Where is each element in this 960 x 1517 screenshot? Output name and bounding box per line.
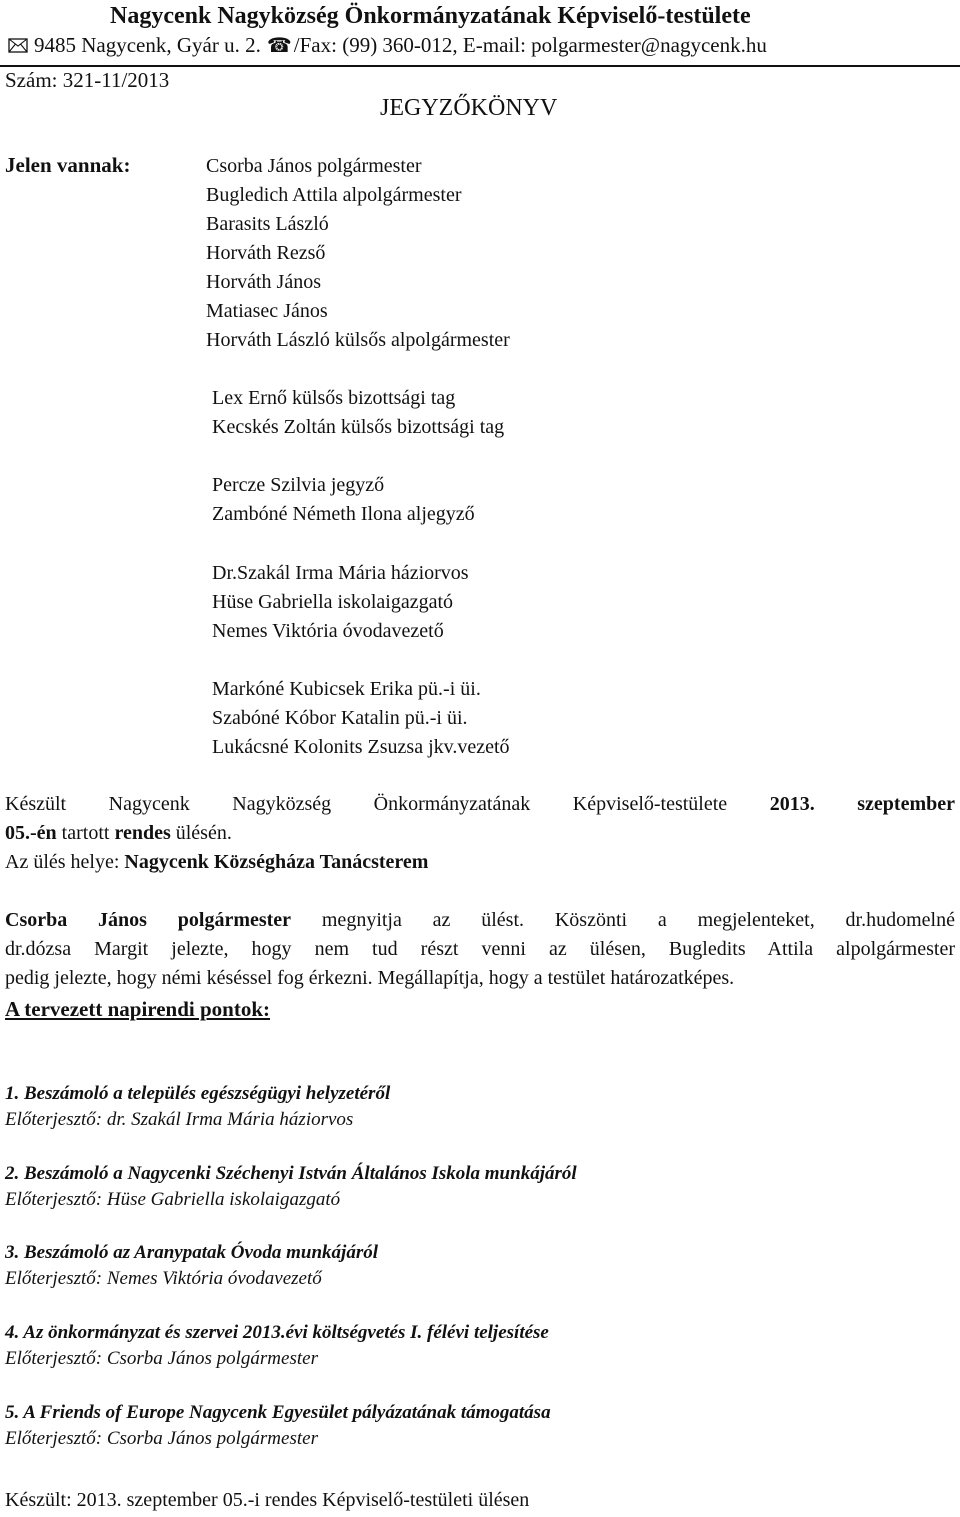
- agenda-item-presenter: Előterjesztő: Csorba János polgármester: [5, 1428, 318, 1449]
- phone-icon: ☎: [266, 35, 292, 57]
- meeting-made-line1: Készült Nagycenk Nagyközség Önkormányzatának Képviselő-testülete 2013. szeptember: [5, 793, 955, 815]
- attendees-label: Jelen vannak:: [5, 153, 131, 177]
- attendee: Barasits László: [206, 213, 329, 235]
- letterhead-phone-email: /Fax: (99) 360-012, E-mail: polgarmester@nagycenk.hu: [293, 33, 767, 57]
- meeting-place: Az ülés helye: Nagycenk Községháza Tanácsterem: [5, 851, 429, 873]
- footer-text: Készült: 2013. szeptember 05.-i rendes Képviselő-testületi ülésen: [5, 1489, 530, 1511]
- letterhead-divider: [0, 65, 960, 67]
- letterhead-title: Nagycenk Nagyközség Önkormányzatának Képviselő-testülete: [110, 3, 751, 29]
- agenda-item-presenter: Előterjesztő: Hüse Gabriella iskolaigazgató: [5, 1189, 341, 1210]
- attendee-group-members: [206, 152, 510, 355]
- attendee: Lukácsné Kolonits Zsuzsa jkv.vezető: [212, 736, 510, 758]
- attendee: Csorba János polgármester: [206, 155, 422, 177]
- attendee: Percze Szilvia jegyző: [212, 474, 385, 496]
- opening-paragraph: Csorba János polgármester megnyitja az ülést. Köszönti a megjelenteket, dr.hudomelné dr.dózsa Margit jelezte, hogy nem tud részt venni az ülésen, Bugledits Attila alpolgármester pedig jelezte, hogy némi késéssel fog érkezni. Megállapítja, hogy a testület határozatképes.: [5, 909, 955, 989]
- opening-chair: Csorba János polgármester: [5, 909, 292, 931]
- attendee: Horváth János: [206, 271, 321, 293]
- letterhead-contact: [8, 33, 767, 58]
- attendee: Hüse Gabriella iskolaigazgató: [212, 591, 454, 613]
- attendee: Bugledich Attila alpolgármester: [206, 184, 462, 206]
- agenda-item-title: 4. Az önkormányzat és szervei 2013.évi költségvetés I. félévi teljesítése: [5, 1322, 549, 1343]
- agenda-item-title: 3. Beszámoló az Aranypatak Óvoda munkájáról: [5, 1242, 379, 1263]
- attendee: Dr.Szakál Irma Mária háziorvos: [212, 562, 469, 584]
- document-title: JEGYZŐKÖNYV: [380, 95, 558, 121]
- attendee: Markóné Kubicsek Erika pü.-i üi.: [212, 678, 481, 700]
- agenda-item-title: 5. A Friends of Europe Nagycenk Egyesület pályázatának támogatása: [5, 1402, 551, 1423]
- agenda-item-presenter: Előterjesztő: dr. Szakál Irma Mária háziorvos: [5, 1109, 354, 1130]
- attendee: Kecskés Zoltán külsős bizottsági tag: [212, 416, 505, 438]
- envelope-icon: [8, 38, 28, 53]
- attendee: Horváth Rezső: [206, 242, 326, 264]
- attendee: Zambóné Németh Ilona aljegyző: [212, 503, 475, 525]
- meeting-made-line2: 05.-én tartott rendes ülésén.: [5, 822, 232, 844]
- agenda-item-presenter: Előterjesztő: Csorba János polgármester: [5, 1348, 318, 1369]
- attendee: Lex Ernő külsős bizottsági tag: [212, 387, 456, 409]
- attendee: Szabóné Kóbor Katalin pü.-i üi.: [212, 707, 468, 729]
- attendee-group-committee: [212, 384, 504, 442]
- attendee-group-invited: [212, 559, 469, 646]
- attendee: Matiasec János: [206, 300, 328, 322]
- attendee-group-staff: [212, 675, 510, 762]
- attendee-group-notary: [212, 471, 475, 529]
- agenda-heading: A tervezett napirendi pontok:: [5, 997, 271, 1021]
- attendee: Nemes Viktória óvodavezető: [212, 620, 444, 642]
- attendee: Horváth László külsős alpolgármester: [206, 329, 510, 351]
- document-number: Szám: 321-11/2013: [5, 68, 170, 92]
- letterhead-address: 9485 Nagycenk, Gyár u. 2.: [34, 33, 261, 57]
- meeting-info: [5, 790, 955, 877]
- agenda-item-title: 1. Beszámoló a település egészségügyi helyzetéről: [5, 1083, 391, 1104]
- agenda-item-presenter: Előterjesztő: Nemes Viktória óvodavezető: [5, 1268, 322, 1289]
- agenda-item-title: 2. Beszámoló a Nagycenki Széchenyi István Általános Iskola munkájáról: [5, 1163, 577, 1184]
